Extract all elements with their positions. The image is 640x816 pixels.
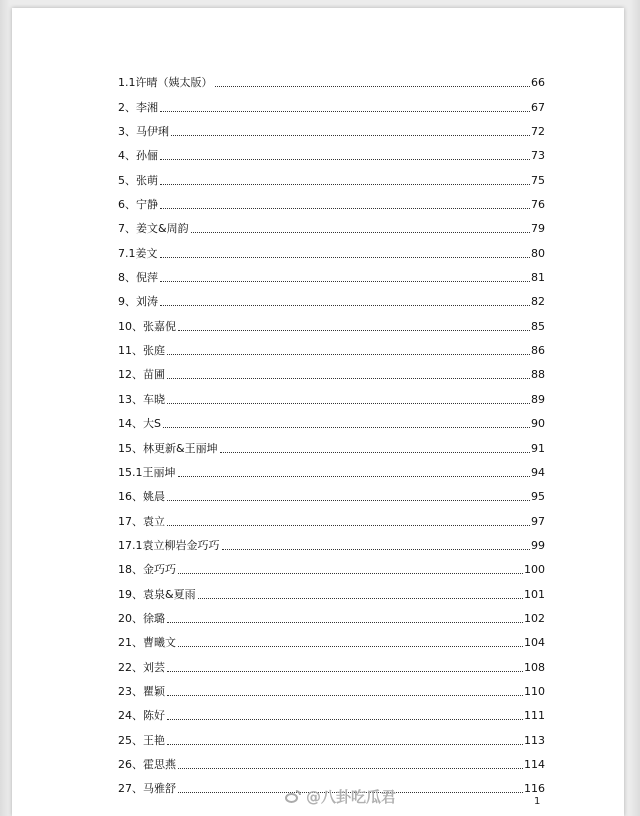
toc-entry[interactable] xyxy=(118,309,545,333)
toc-entry[interactable] xyxy=(118,480,545,504)
toc-entry-page: 67 xyxy=(531,100,545,114)
toc-entry-title: 23、瞿颖 xyxy=(118,684,165,698)
toc-entry-page: 81 xyxy=(531,271,545,285)
toc-entry-page: 104 xyxy=(524,636,545,650)
toc-entry-title: 7.1姜文 xyxy=(118,246,158,260)
toc-entry-page: 88 xyxy=(531,368,545,382)
toc-entry[interactable] xyxy=(118,723,545,747)
toc-entry-title: 18、金巧巧 xyxy=(118,563,176,577)
toc-entry-title: 17.1袁立柳岩金巧巧 xyxy=(118,538,220,552)
toc-entry-page: 101 xyxy=(524,587,545,601)
toc-dot-leader xyxy=(160,280,530,282)
toc-entry[interactable] xyxy=(118,236,545,260)
toc-entry[interactable] xyxy=(118,382,545,406)
toc-entry-page: 90 xyxy=(531,417,545,431)
toc-entry[interactable] xyxy=(118,66,545,90)
toc-entry-title: 5、张萌 xyxy=(118,173,158,187)
toc-entry-page: 75 xyxy=(531,173,545,187)
toc-dot-leader xyxy=(178,645,523,647)
toc-entry-title: 16、姚晨 xyxy=(118,490,165,504)
toc-dot-leader xyxy=(178,767,523,769)
toc-entry[interactable] xyxy=(118,163,545,187)
toc-entry[interactable] xyxy=(118,602,545,626)
toc-entry-title: 15.1王丽坤 xyxy=(118,465,176,479)
toc-entry-page: 79 xyxy=(531,222,545,236)
toc-dot-leader xyxy=(167,353,530,355)
toc-dot-leader xyxy=(167,499,530,501)
toc-dot-leader xyxy=(160,110,530,112)
toc-entry-page: 108 xyxy=(524,660,545,674)
toc-dot-leader xyxy=(167,377,530,379)
toc-entry-page: 100 xyxy=(524,563,545,577)
toc-entry[interactable] xyxy=(118,626,545,650)
toc-entry-page: 72 xyxy=(531,125,545,139)
toc-entry[interactable] xyxy=(118,139,545,163)
toc-entry[interactable] xyxy=(118,529,545,553)
toc-entry[interactable] xyxy=(118,358,545,382)
toc-dot-leader xyxy=(220,451,530,453)
toc-entry[interactable] xyxy=(118,212,545,236)
toc-dot-leader xyxy=(171,134,530,136)
toc-dot-leader xyxy=(167,670,523,672)
toc-entry[interactable] xyxy=(118,675,545,699)
toc-entry-page: 86 xyxy=(531,344,545,358)
toc-dot-leader xyxy=(191,231,530,233)
toc-entry-title: 6、宁静 xyxy=(118,198,158,212)
toc-entry-title: 8、倪萍 xyxy=(118,271,158,285)
toc-entry-page: 80 xyxy=(531,246,545,260)
toc-entry-page: 85 xyxy=(531,319,545,333)
toc-entry-page: 97 xyxy=(531,514,545,528)
toc-entry[interactable] xyxy=(118,504,545,528)
toc-entry-page: 91 xyxy=(531,441,545,455)
toc-dot-leader xyxy=(167,524,530,526)
toc-entry[interactable] xyxy=(118,261,545,285)
toc-entry-title: 20、徐璐 xyxy=(118,611,165,625)
watermark xyxy=(284,786,396,807)
toc-dot-leader xyxy=(198,597,523,599)
weibo-logo-icon xyxy=(284,790,302,804)
toc-entry-page: 95 xyxy=(531,490,545,504)
toc-entry-page: 116 xyxy=(524,782,545,796)
toc-entry[interactable] xyxy=(118,188,545,212)
toc-entry-page: 111 xyxy=(524,709,545,723)
toc-entry-title: 2、李湘 xyxy=(118,100,158,114)
toc-entry-page: 73 xyxy=(531,149,545,163)
toc-entry-title: 1.1许晴（姨太版） xyxy=(118,76,213,90)
toc-dot-leader xyxy=(160,207,530,209)
toc-dot-leader xyxy=(167,743,523,745)
toc-dot-leader xyxy=(160,183,530,185)
toc-entry-title: 7、姜文&周韵 xyxy=(118,222,189,236)
toc-entry-title: 27、马雅舒 xyxy=(118,782,176,796)
toc-entry-title: 9、刘涛 xyxy=(118,295,158,309)
toc-entry[interactable] xyxy=(118,553,545,577)
toc-entry[interactable] xyxy=(118,699,545,723)
toc-dot-leader xyxy=(167,718,523,720)
toc-entry-page: 99 xyxy=(531,538,545,552)
toc-entry-page: 66 xyxy=(531,76,545,90)
toc-entry-page: 110 xyxy=(524,684,545,698)
document-page xyxy=(12,8,624,816)
toc-dot-leader xyxy=(178,475,531,477)
toc-entry[interactable] xyxy=(118,407,545,431)
toc-entry-page: 76 xyxy=(531,198,545,212)
toc-entry-title: 24、陈好 xyxy=(118,709,165,723)
toc-entry-title: 25、王艳 xyxy=(118,733,165,747)
toc-dot-leader xyxy=(160,158,530,160)
toc-entry[interactable] xyxy=(118,285,545,309)
toc-entry-title: 11、张庭 xyxy=(118,344,165,358)
toc-entry[interactable] xyxy=(118,334,545,358)
toc-entry-title: 15、林更新&王丽坤 xyxy=(118,441,218,455)
toc-entry[interactable] xyxy=(118,431,545,455)
toc-dot-leader xyxy=(167,694,523,696)
toc-entry[interactable] xyxy=(118,456,545,480)
toc-entry-page: 113 xyxy=(524,733,545,747)
toc-dot-leader xyxy=(178,329,530,331)
toc-entry-title: 21、曹曦文 xyxy=(118,636,176,650)
toc-entry-title: 4、孙俪 xyxy=(118,149,158,163)
toc-entry[interactable] xyxy=(118,90,545,114)
toc-entry-title: 12、苗圃 xyxy=(118,368,165,382)
toc-dot-leader xyxy=(178,572,523,574)
toc-entry-page: 102 xyxy=(524,611,545,625)
toc-dot-leader xyxy=(222,548,531,550)
toc-dot-leader xyxy=(167,402,530,404)
watermark-text: @八卦吃瓜君 xyxy=(306,788,397,806)
toc-entry-title: 10、张嘉倪 xyxy=(118,319,176,333)
toc-dot-leader xyxy=(167,621,523,623)
toc-dot-leader xyxy=(163,426,530,428)
toc-dot-leader xyxy=(160,304,530,306)
toc-entry-page: 89 xyxy=(531,392,545,406)
toc-dot-leader xyxy=(215,85,531,87)
toc-entry-page: 114 xyxy=(524,757,545,771)
toc-entry[interactable] xyxy=(118,748,545,772)
table-of-contents xyxy=(118,66,545,796)
toc-dot-leader xyxy=(160,256,531,258)
toc-entry[interactable] xyxy=(118,577,545,601)
toc-entry-title: 26、霍思燕 xyxy=(118,757,176,771)
toc-entry-title: 22、刘芸 xyxy=(118,660,165,674)
toc-entry-title: 3、马伊琍 xyxy=(118,125,169,139)
toc-entry-title: 13、车晓 xyxy=(118,392,165,406)
toc-entry-page: 94 xyxy=(531,465,545,479)
page-number: 1 xyxy=(534,796,541,807)
toc-entry-title: 19、袁泉&夏雨 xyxy=(118,587,196,601)
toc-entry-page: 82 xyxy=(531,295,545,309)
toc-entry[interactable] xyxy=(118,115,545,139)
toc-entry-title: 14、大S xyxy=(118,417,161,431)
toc-entry[interactable] xyxy=(118,650,545,674)
toc-entry-title: 17、袁立 xyxy=(118,514,165,528)
